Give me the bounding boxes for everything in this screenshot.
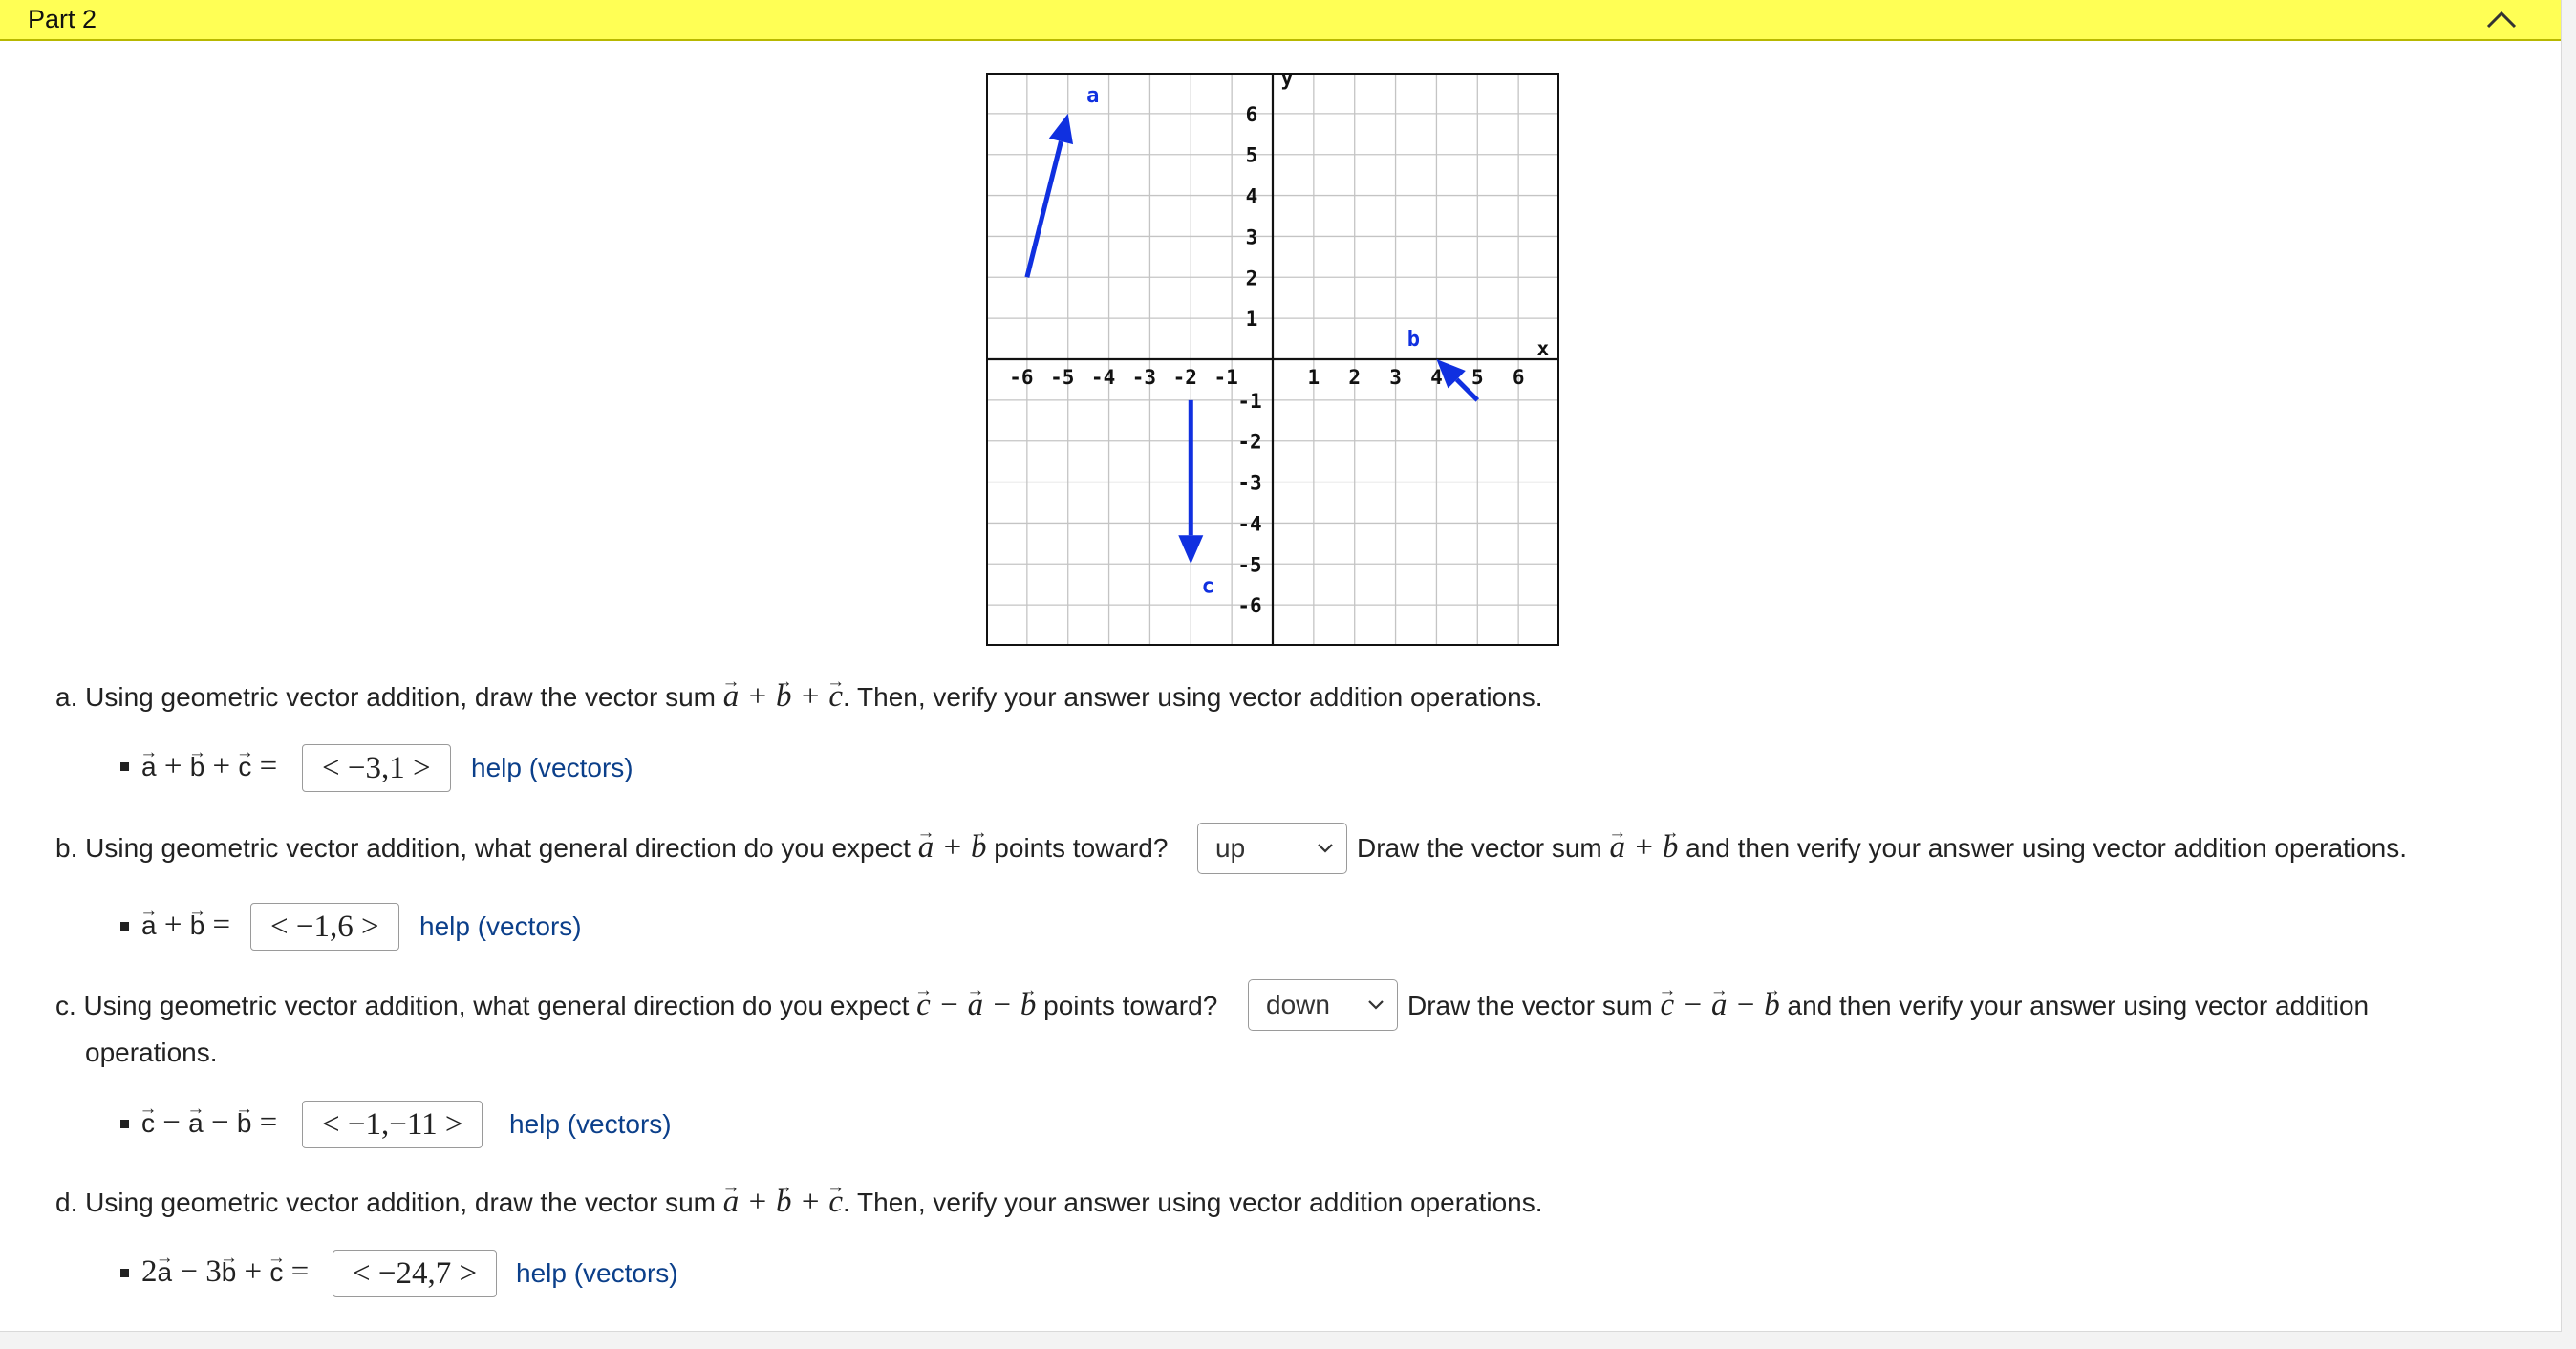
question-c-text-5: operations. [85,1038,218,1067]
expr-a-plus-b-plus-c: → a + → b + → c [723,679,843,714]
y-tick-label: -4 [1237,512,1262,536]
part-header[interactable] [0,0,2561,41]
part-title: Part 2 [28,5,97,33]
vector-a-label: a [1086,83,1100,108]
question-a [55,678,1543,716]
y-tick-label: -5 [1237,553,1262,577]
expr-a-plus-b: → a + → b [1610,830,1679,865]
question-c-text-1: c. Using geometric vector addition, what general direction do you expect [55,991,910,1020]
x-tick-label: -4 [1090,366,1116,389]
question-b-text-1: b. Using geometric vector addition, what general direction do you expect [55,833,911,863]
help-vectors-link-b[interactable]: help (vectors) [419,911,582,941]
answer-c-label: → c − → a − → b = [141,1104,277,1142]
x-tick-label: 5 [1470,366,1484,389]
vector-graph [986,73,1559,646]
answer-b-label: → a + → b = [141,907,230,944]
x-tick-label: -5 [1050,366,1075,389]
question-b-text-4: and then verify your answer using vector addition operations. [1685,833,2407,863]
y-axis-label: y [1280,73,1294,90]
chevron-down-icon [1314,824,1337,873]
question-b-text-2: points toward? [994,833,1169,863]
answer-a-field[interactable]: < −3,1 > [302,744,451,792]
x-tick-label: 6 [1512,366,1525,389]
y-tick-label: -1 [1237,389,1262,413]
bullet [120,1269,129,1277]
help-vectors-link-d[interactable]: help (vectors) [516,1258,678,1288]
chevron-down-icon [1364,980,1387,1030]
answer-a-label: → a + → b + → c = [141,748,277,785]
y-tick-label: 3 [1245,225,1258,249]
bullet [120,922,129,931]
x-tick-label: 1 [1307,366,1320,389]
bullet [120,762,129,771]
x-tick-label: 2 [1348,366,1362,389]
y-tick-label: 5 [1245,143,1258,167]
question-d [55,1184,1543,1221]
chevron-up-icon[interactable] [2482,6,2521,32]
question-c-text-3: Draw the vector sum [1407,991,1653,1020]
question-d-text-2: . Then, verify your answer using vector addition operations. [842,1188,1543,1217]
question-c-text-4: and then verify your answer using vector addition [1787,991,2370,1020]
x-tick-label: -1 [1213,366,1238,389]
answer-c-field[interactable]: < −1,−11 > [302,1101,483,1148]
y-tick-label: 2 [1245,267,1258,290]
x-tick-label: -2 [1172,366,1197,389]
y-tick-label: -3 [1237,471,1262,495]
question-c-part-2 [1407,987,2369,1024]
expr-c-minus-a-minus-b: → c − → a − → b [1661,988,1780,1022]
bullet [120,1120,129,1128]
question-b-part-2 [1357,829,2407,867]
dropdown-b-value: up [1215,833,1246,863]
y-tick-label: -2 [1237,430,1262,454]
question-b-part-1 [55,829,1168,867]
question-c-text-2: points toward? [1043,991,1218,1020]
x-tick-label: -6 [1009,366,1034,389]
answer-d-label: 2→ a − 3→ b + → c = [141,1253,309,1291]
dropdown-c-value: down [1266,990,1330,1019]
y-tick-label: 4 [1245,184,1258,208]
question-c-part-1 [55,987,1217,1024]
x-tick-label: 4 [1430,366,1443,389]
help-vectors-link-c[interactable]: help (vectors) [509,1109,672,1139]
expr-c-minus-a-minus-b: → c − → a − → b [916,988,1036,1022]
y-tick-label: 6 [1245,102,1258,126]
direction-dropdown-b[interactable] [1197,823,1347,874]
answer-b-field[interactable]: < −1,6 > [250,903,399,951]
y-tick-label: 1 [1245,308,1258,332]
direction-dropdown-c[interactable] [1248,979,1398,1031]
expr-a-plus-b-plus-c: → a + → b + → c [723,1185,843,1219]
question-b-text-3: Draw the vector sum [1357,833,1602,863]
y-tick-label: -6 [1237,594,1262,618]
x-tick-label: -3 [1131,366,1157,389]
x-axis-label: x [1536,337,1550,360]
vector-c-label: c [1201,574,1214,599]
vector-b-label: b [1406,328,1421,352]
help-vectors-link-a[interactable]: help (vectors) [471,753,633,782]
x-tick-label: 3 [1389,366,1402,389]
answer-d-field[interactable]: < −24,7 > [333,1250,497,1297]
question-a-text-2: . Then, verify your answer using vector addition operations. [842,682,1543,712]
question-a-text-1: a. Using geometric vector addition, draw the vector sum [55,682,716,712]
expr-a-plus-b: → a + → b [918,830,987,865]
question-d-text-1: d. Using geometric vector addition, draw the vector sum [55,1188,716,1217]
